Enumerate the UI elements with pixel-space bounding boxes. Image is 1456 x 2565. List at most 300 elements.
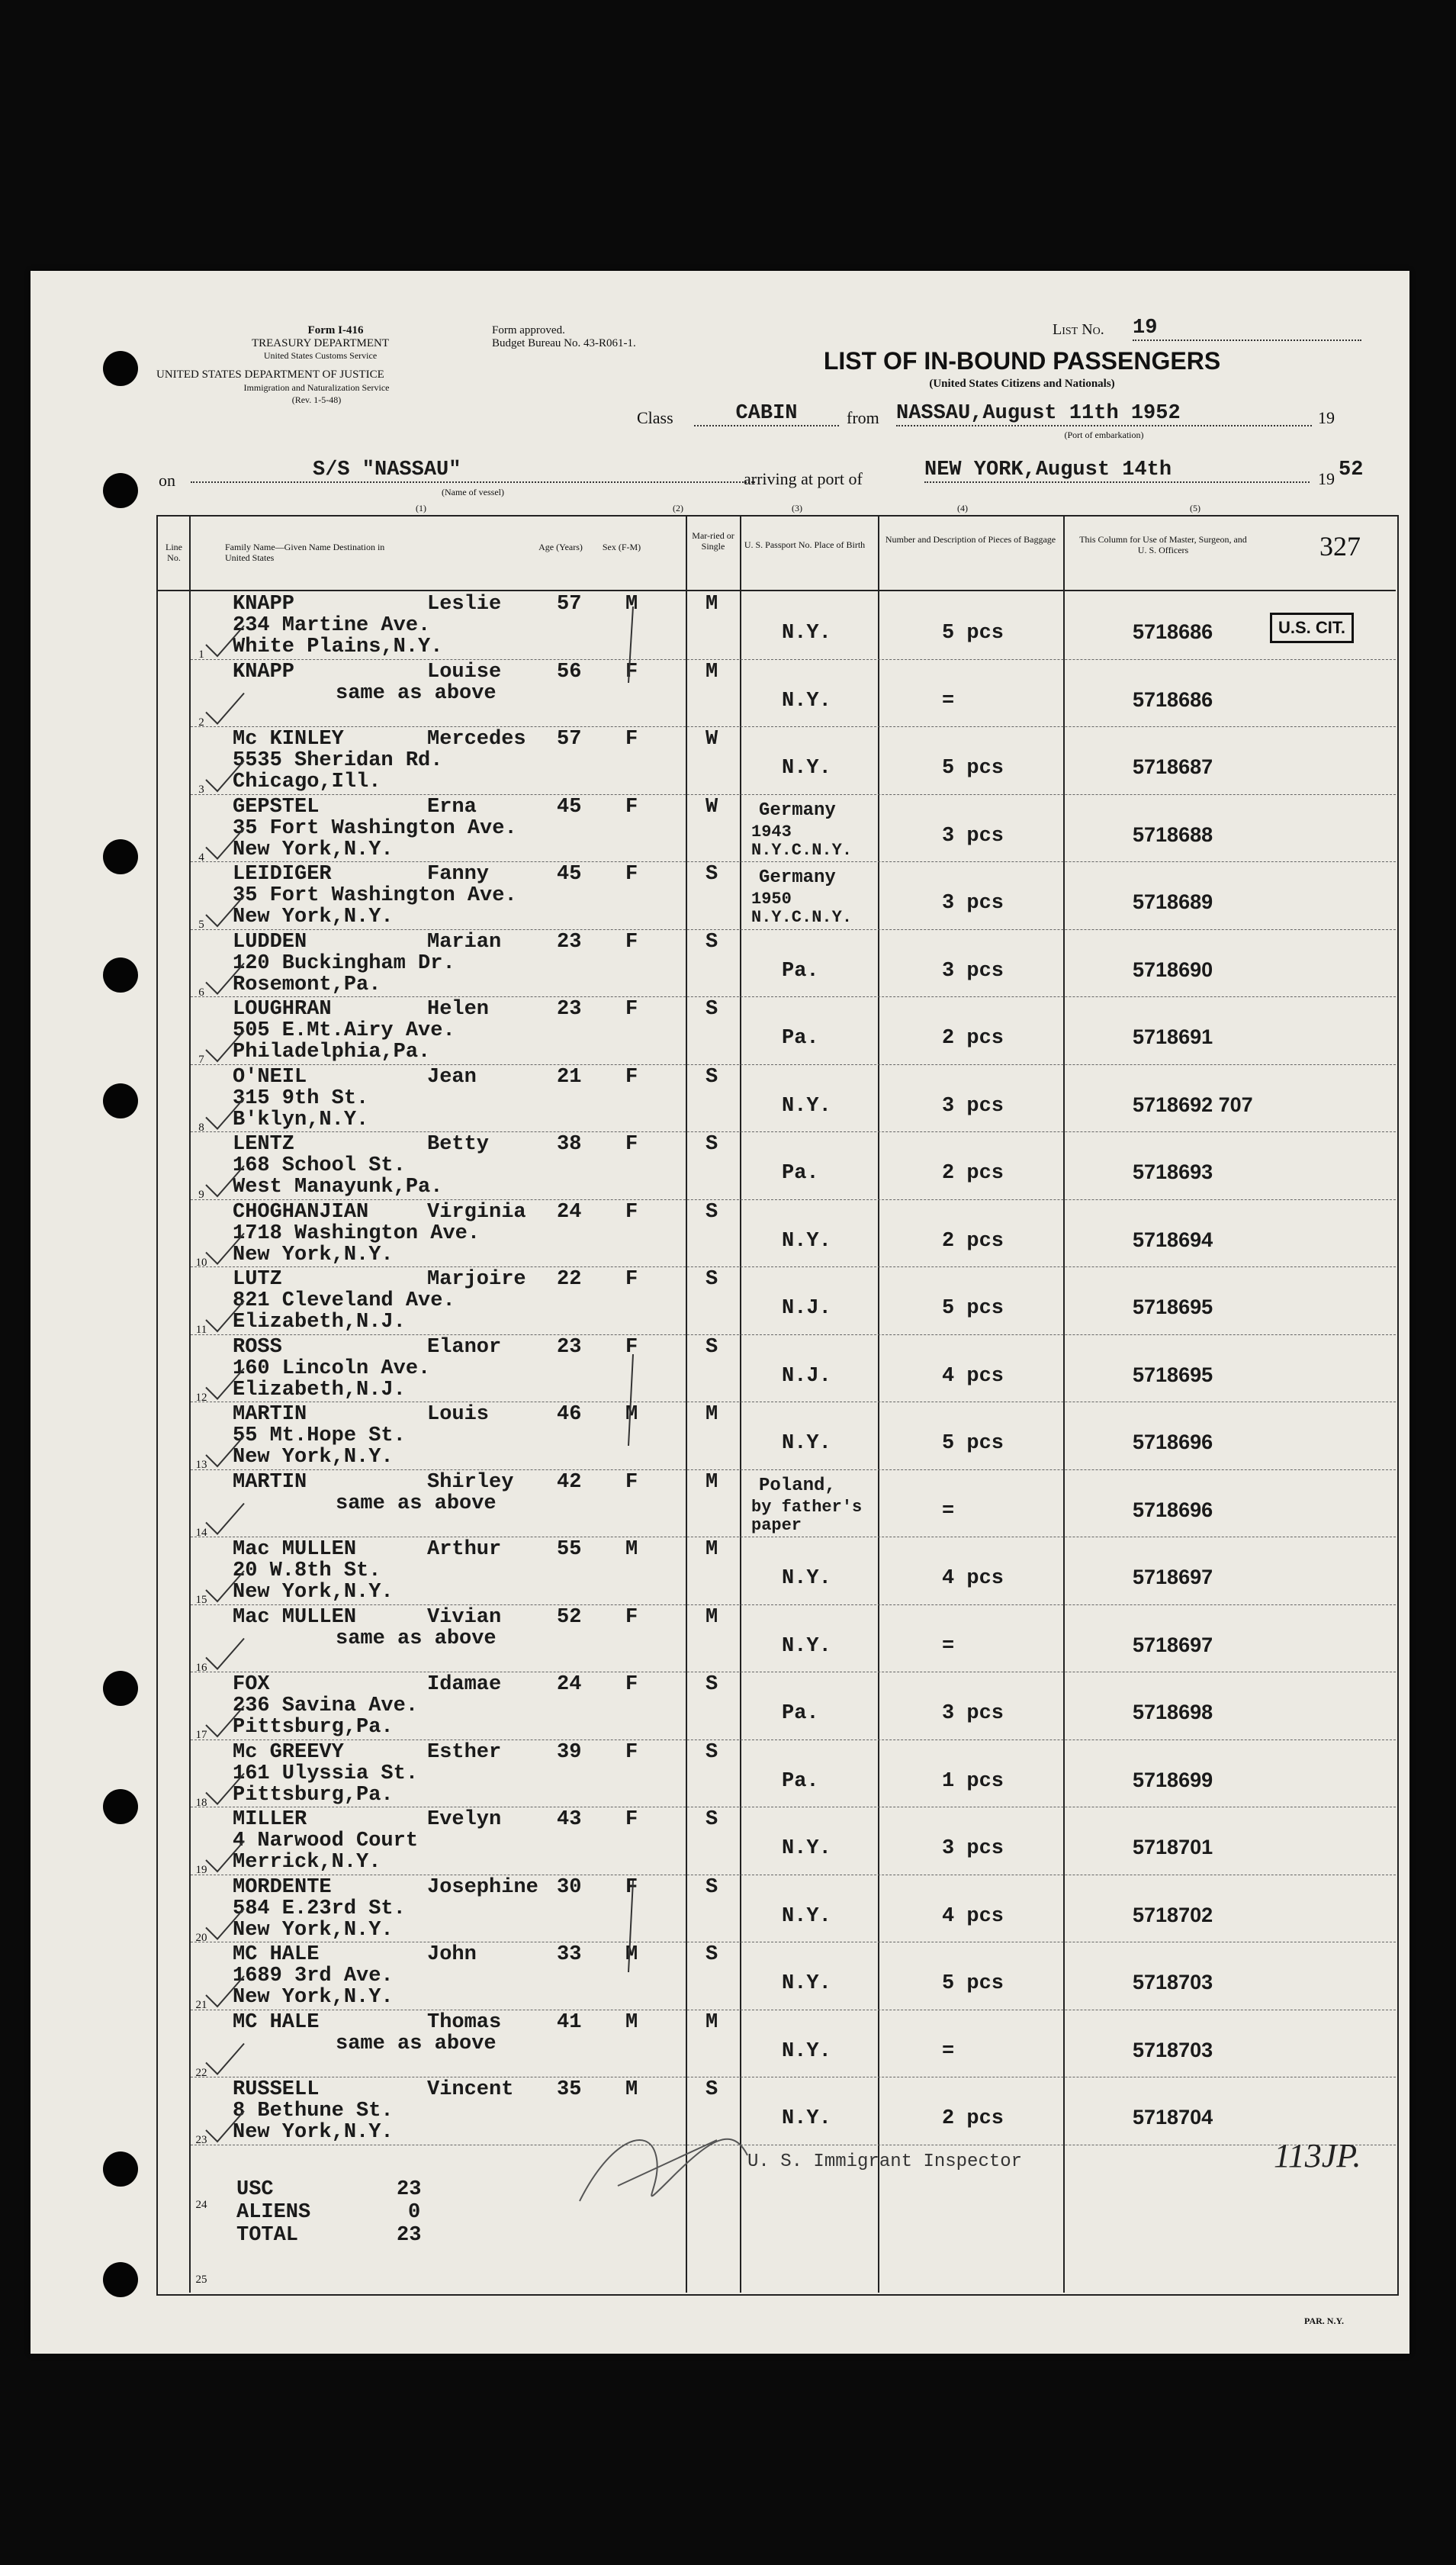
destination-line-1: 161 Ulyssia St. xyxy=(233,1762,419,1785)
family-name: Mac MULLEN xyxy=(233,1605,357,1629)
punch-hole xyxy=(103,957,138,993)
header-sex: Sex (F-M) xyxy=(602,542,641,552)
given-name: Idamae xyxy=(427,1673,502,1696)
marital-status: S xyxy=(706,2078,718,2101)
baggage: = xyxy=(942,689,955,713)
marital-status: S xyxy=(706,863,718,886)
given-name: Vivian xyxy=(427,1605,502,1629)
officer-number: 5718686 xyxy=(1133,687,1213,711)
baggage: 3 pcs xyxy=(942,959,1004,983)
destination-line-1: 1689 3rd Ave. xyxy=(233,1965,394,1987)
destination-line-2: Pittsburg,Pa. xyxy=(233,1716,394,1739)
baggage: 3 pcs xyxy=(942,1094,1004,1118)
officer-number: 5718702 xyxy=(1133,1903,1213,1926)
list-no-label: List No. xyxy=(1053,321,1104,338)
destination-line-2: Pittsburg,Pa. xyxy=(233,1783,394,1807)
given-name: John xyxy=(427,1943,477,1966)
age: 39 xyxy=(557,1740,582,1764)
officer-number: 5718697 xyxy=(1133,1566,1213,1588)
baggage: 3 pcs xyxy=(942,1702,1004,1725)
sex: F xyxy=(625,1200,638,1224)
baggage: 2 pcs xyxy=(942,1027,1004,1050)
marital-status: S xyxy=(706,1673,718,1696)
destination-line-2: New York,N.Y. xyxy=(233,838,394,861)
age: 24 xyxy=(557,1673,582,1696)
age: 45 xyxy=(557,795,582,819)
arrival-port: NEW YORK,August 14th xyxy=(924,459,1310,483)
destination-line-2: Merrick,N.Y. xyxy=(233,1851,381,1874)
officer-number: 5718695 xyxy=(1133,1363,1213,1386)
baggage: 2 pcs xyxy=(942,2107,1004,2130)
header-age: Age (Years) xyxy=(538,542,583,552)
line-number: 16 xyxy=(195,1661,207,1674)
marital-status: S xyxy=(706,1943,718,1966)
marital-status: M xyxy=(706,1605,718,1629)
marital-status: S xyxy=(706,1065,718,1089)
manifest-sheet xyxy=(31,271,1409,2354)
department-of-justice: UNITED STATES DEPARTMENT OF JUSTICE xyxy=(156,368,384,381)
destination-line-1: same as above xyxy=(336,2032,497,2055)
age: 55 xyxy=(557,1538,582,1561)
baggage: 5 pcs xyxy=(942,1432,1004,1455)
sex: M xyxy=(625,1403,638,1426)
col-divider xyxy=(1063,517,1065,2293)
baggage: = xyxy=(942,1634,955,1658)
revision-date: (Rev. 1-5-48) xyxy=(291,394,342,405)
given-name: Evelyn xyxy=(427,1808,502,1831)
destination-line-2: New York,N.Y. xyxy=(233,1581,394,1604)
line-number: 7 xyxy=(198,1054,204,1066)
col-num-3: (3) xyxy=(792,503,802,513)
baggage: 2 pcs xyxy=(942,1162,1004,1185)
place-of-birth: Pa. xyxy=(782,1162,819,1185)
age: 33 xyxy=(557,1943,582,1966)
line-number: 14 xyxy=(195,1526,207,1539)
marital-status: M xyxy=(706,593,718,616)
officer-number: 5718693 xyxy=(1133,1160,1213,1183)
baggage: 3 pcs xyxy=(942,892,1004,915)
destination-line-2: West Manayunk,Pa. xyxy=(233,1176,443,1199)
destination-line-1: 821 Cleveland Ave. xyxy=(233,1289,455,1312)
col-num-4: (4) xyxy=(957,503,968,513)
header-officers: This Column for Use of Master, Surgeon, and U. S. Officers xyxy=(1079,534,1247,555)
officer-number: 5718691 xyxy=(1133,1025,1213,1048)
destination-line-2: Rosemont,Pa. xyxy=(233,973,381,996)
sex: F xyxy=(625,1740,638,1764)
age: 41 xyxy=(557,2010,582,2034)
given-name: Marjoire xyxy=(427,1268,526,1291)
destination-line-1: 315 9th St. xyxy=(233,1086,369,1110)
line-number: 21 xyxy=(195,1999,207,2011)
destination-line-2: New York,N.Y. xyxy=(233,1918,394,1942)
family-name: LUTZ xyxy=(233,1268,282,1291)
line-number: 3 xyxy=(198,784,204,796)
sex: F xyxy=(625,1335,638,1359)
baggage: 4 pcs xyxy=(942,1904,1004,1928)
family-name: MARTIN xyxy=(233,1470,307,1494)
family-name: LEIDIGER xyxy=(233,863,332,886)
age: 45 xyxy=(557,863,582,886)
family-name: MARTIN xyxy=(233,1403,307,1426)
line-number: 10 xyxy=(195,1256,207,1269)
given-name: Esther xyxy=(427,1740,502,1764)
place-of-birth: N.J. xyxy=(782,1297,831,1320)
place-of-birth: Pa. xyxy=(782,1027,819,1050)
destination-line-1: 1718 Washington Ave. xyxy=(233,1221,481,1245)
destination-line-2: New York,N.Y. xyxy=(233,2121,394,2144)
age: 24 xyxy=(557,1200,582,1224)
sex: F xyxy=(625,863,638,886)
officer-number: 5718696 xyxy=(1133,1498,1213,1521)
line-number: 11 xyxy=(195,1324,207,1336)
destination-line-2: New York,N.Y. xyxy=(233,906,394,928)
place-of-birth: N.Y. xyxy=(782,1904,831,1928)
line-number: 6 xyxy=(198,986,204,999)
arrival-year: 52 xyxy=(1339,459,1364,481)
total-label: TOTAL xyxy=(236,2224,299,2247)
marital-status: W xyxy=(706,795,718,819)
given-name: Mercedes xyxy=(427,728,526,751)
destination-line-2: Elizabeth,N.J. xyxy=(233,1311,406,1334)
age: 22 xyxy=(557,1268,582,1291)
officer-number: 5718687 xyxy=(1133,755,1213,778)
given-name: Jean xyxy=(427,1065,477,1089)
place-of-birth: Pa. xyxy=(782,1769,819,1793)
from-value: NASSAU,August 11th 1952 xyxy=(896,402,1312,426)
marital-status: M xyxy=(706,660,718,684)
sex: F xyxy=(625,728,638,751)
line-number: 4 xyxy=(198,851,204,864)
usc-label: USC xyxy=(236,2178,274,2201)
punch-hole xyxy=(103,1789,138,1824)
baggage: 4 pcs xyxy=(942,1567,1004,1590)
place-of-birth: N.Y. xyxy=(782,689,831,713)
marital-status: M xyxy=(706,1403,718,1426)
col-num-2: (2) xyxy=(673,503,683,513)
family-name: ROSS xyxy=(233,1335,282,1359)
age: 30 xyxy=(557,1875,582,1899)
marital-status: M xyxy=(706,2010,718,2034)
officer-number: 5718694 xyxy=(1133,1228,1213,1251)
punch-hole xyxy=(103,839,138,874)
line-number: 9 xyxy=(198,1189,204,1201)
family-name: Mac MULLEN xyxy=(233,1538,357,1561)
officer-number: 5718690 xyxy=(1133,957,1213,981)
baggage: 1 pcs xyxy=(942,1769,1004,1793)
baggage: 5 pcs xyxy=(942,622,1004,645)
age: 23 xyxy=(557,998,582,1021)
marital-status: S xyxy=(706,1335,718,1359)
sex: F xyxy=(625,930,638,954)
place-of-birth: N.Y. xyxy=(782,1567,831,1590)
col-num-5: (5) xyxy=(1190,503,1200,513)
place-of-birth: N.Y. xyxy=(782,622,831,645)
officer-number: 5718699 xyxy=(1133,1768,1213,1791)
sex: M xyxy=(625,2078,638,2101)
age: 35 xyxy=(557,2078,582,2101)
on-label: on xyxy=(159,471,175,490)
line-number-24: 24 xyxy=(195,2199,207,2211)
year-prefix-2: 19 xyxy=(1318,469,1335,488)
given-name: Virginia xyxy=(427,1200,526,1224)
destination-line-2: Elizabeth,N.J. xyxy=(233,1378,406,1402)
header-name: Family Name—Given Name Destination in United States xyxy=(225,542,385,563)
place-of-birth-detail: 1943 N.Y.C.N.Y. xyxy=(751,822,853,860)
place-of-birth: Poland, xyxy=(759,1475,836,1496)
destination-line-1: 5535 Sheridan Rd. xyxy=(233,749,443,772)
destination-line-1: 35 Fort Washington Ave. xyxy=(233,816,517,840)
destination-line-1: 4 Narwood Court xyxy=(233,1830,419,1852)
destination-line-1: 35 Fort Washington Ave. xyxy=(233,884,517,907)
destination-line-2: New York,N.Y. xyxy=(233,1986,394,2009)
sex: F xyxy=(625,1875,638,1899)
sex: M xyxy=(625,2010,638,2034)
baggage: 5 pcs xyxy=(942,1297,1004,1320)
line-number: 8 xyxy=(198,1121,204,1134)
destination-line-1: 168 School St. xyxy=(233,1154,406,1177)
given-name: Leslie xyxy=(427,593,502,616)
family-name: LENTZ xyxy=(233,1133,295,1156)
total-count: 23 xyxy=(397,2224,422,2247)
sex: F xyxy=(625,1268,638,1291)
given-name: Erna xyxy=(427,795,477,819)
arriving-label: arriving at port of xyxy=(744,469,863,488)
line-number: 2 xyxy=(198,716,204,729)
list-subtitle: (United States Citizens and Nationals) xyxy=(929,378,1115,390)
punch-hole xyxy=(103,2262,138,2297)
marital-status: M xyxy=(706,1538,718,1561)
place-of-birth: N.Y. xyxy=(782,1972,831,1995)
destination-line-2: Chicago,Ill. xyxy=(233,771,381,793)
line-number: 20 xyxy=(195,1931,207,1944)
col-divider xyxy=(740,517,741,2293)
place-of-birth: Germany xyxy=(759,800,836,821)
place-of-birth: N.Y. xyxy=(782,1837,831,1860)
destination-line-1: 20 W.8th St. xyxy=(233,1559,381,1582)
destination-line-1: same as above xyxy=(336,1627,497,1650)
place-of-birth: N.Y. xyxy=(782,2107,831,2130)
place-of-birth-detail: 1950 N.Y.C.N.Y. xyxy=(751,890,853,927)
sex: F xyxy=(625,1673,638,1696)
given-name: Vincent xyxy=(427,2078,514,2101)
place-of-birth: Pa. xyxy=(782,1702,819,1725)
place-of-birth: N.Y. xyxy=(782,2039,831,2063)
family-name: MC HALE xyxy=(233,1943,320,1966)
line-number: 1 xyxy=(198,648,204,661)
officer-number: 5718703 xyxy=(1133,1971,1213,1994)
usc-count: 23 xyxy=(397,2178,422,2201)
header-passport: U. S. Passport No. Place of Birth xyxy=(744,539,866,550)
place-of-birth-detail: by father's paper xyxy=(751,1497,863,1535)
baggage: 2 pcs xyxy=(942,1229,1004,1253)
punch-hole xyxy=(103,2151,138,2187)
destination-line-1: 160 Lincoln Ave. xyxy=(233,1357,431,1380)
destination-line-2: Philadelphia,Pa. xyxy=(233,1041,431,1064)
baggage: 5 pcs xyxy=(942,1972,1004,1995)
place-of-birth: Pa. xyxy=(782,959,819,983)
officer-number: 5718686 xyxy=(1133,620,1213,643)
sex: F xyxy=(625,1605,638,1629)
destination-line-2: New York,N.Y. xyxy=(233,1446,394,1469)
sex: F xyxy=(625,795,638,819)
place-of-birth: N.Y. xyxy=(782,1229,831,1253)
inspector-label: U. S. Immigrant Inspector xyxy=(747,2151,1023,2172)
destination-line-1: same as above xyxy=(336,1492,497,1515)
aliens-label: ALIENS xyxy=(236,2201,311,2224)
given-name: Louis xyxy=(427,1403,490,1426)
marital-status: S xyxy=(706,1133,718,1156)
age: 57 xyxy=(557,593,582,616)
treasury-department: TREASURY DEPARTMENT xyxy=(251,337,390,349)
family-name: MC HALE xyxy=(233,2010,320,2034)
inspector-signature xyxy=(564,2110,763,2224)
destination-line-1: 8 Bethune St. xyxy=(233,2100,394,2122)
given-name: Louise xyxy=(427,660,502,684)
line-number: 17 xyxy=(195,1729,207,1741)
budget-bureau: Budget Bureau No. 43-R061-1. xyxy=(492,337,636,349)
place-of-birth: N.Y. xyxy=(782,757,831,780)
destination-line-1: 236 Savina Ave. xyxy=(233,1694,419,1717)
baggage: = xyxy=(942,2039,955,2063)
list-number: 19 xyxy=(1133,317,1361,341)
given-name: Marian xyxy=(427,930,502,954)
sex: M xyxy=(625,1538,638,1561)
punch-hole xyxy=(103,351,138,386)
family-name: Mc GREEVY xyxy=(233,1740,344,1764)
page-number: 327 xyxy=(1319,531,1361,562)
officer-number: 5718704 xyxy=(1133,2106,1213,2129)
marital-status: S xyxy=(706,1740,718,1764)
age: 38 xyxy=(557,1133,582,1156)
header-baggage: Number and Description of Pieces of Baggage xyxy=(885,534,1056,545)
baggage: = xyxy=(942,1499,955,1523)
officer-number: 5718692 707 xyxy=(1133,1093,1253,1116)
footer-mark: PAR. N.Y. xyxy=(1304,2316,1345,2326)
destination-line-1: 120 Buckingham Dr. xyxy=(233,951,455,975)
family-name: MILLER xyxy=(233,1808,307,1831)
family-name: CHOGHANJIAN xyxy=(233,1200,369,1224)
officer-number: 5718696 xyxy=(1133,1431,1213,1453)
given-name: Shirley xyxy=(427,1470,514,1494)
baggage: 4 pcs xyxy=(942,1364,1004,1388)
officer-number: 5718695 xyxy=(1133,1295,1213,1318)
given-name: Arthur xyxy=(427,1538,502,1561)
sex: M xyxy=(625,593,638,616)
family-name: LUDDEN xyxy=(233,930,307,954)
baggage: 5 pcs xyxy=(942,757,1004,780)
line-number: 5 xyxy=(198,919,204,931)
marital-status: W xyxy=(706,728,718,751)
officer-number: 5718697 xyxy=(1133,1633,1213,1656)
age: 43 xyxy=(557,1808,582,1831)
family-name: KNAPP xyxy=(233,593,295,616)
given-name: Josephine xyxy=(427,1875,538,1899)
family-name: KNAPP xyxy=(233,660,295,684)
age: 52 xyxy=(557,1605,582,1629)
family-name: MORDENTE xyxy=(233,1875,332,1899)
punch-hole xyxy=(103,1671,138,1706)
destination-line-2: B'klyn,N.Y. xyxy=(233,1108,369,1131)
form-number: Form I-416 xyxy=(307,324,364,336)
aliens-count: 0 xyxy=(408,2201,421,2224)
port-caption: (Port of embarkation) xyxy=(1064,430,1144,440)
marital-status: S xyxy=(706,1808,718,1831)
age: 23 xyxy=(557,1335,582,1359)
age: 23 xyxy=(557,930,582,954)
from-label: from xyxy=(847,408,879,427)
destination-line-2: New York,N.Y. xyxy=(233,1243,394,1266)
line-number: 13 xyxy=(195,1459,207,1471)
family-name: FOX xyxy=(233,1673,270,1696)
marital-status: S xyxy=(706,998,718,1021)
family-name: RUSSELL xyxy=(233,2078,320,2101)
marital-status: M xyxy=(706,1470,718,1494)
given-name: Betty xyxy=(427,1133,490,1156)
officer-number: 5718689 xyxy=(1133,890,1213,913)
officer-number: 5718698 xyxy=(1133,1701,1213,1723)
year-prefix: 19 xyxy=(1318,408,1335,427)
line-number: 23 xyxy=(195,2134,207,2146)
line-number-25: 25 xyxy=(195,2274,207,2286)
sex: F xyxy=(625,1133,638,1156)
list-title: LIST OF IN-BOUND PASSENGERS xyxy=(823,347,1221,375)
customs-service: United States Customs Service xyxy=(263,350,378,361)
class-label: Class xyxy=(637,408,673,427)
vessel-name: S/S "NASSAU" xyxy=(191,459,755,483)
age: 46 xyxy=(557,1403,582,1426)
destination-line-1: 505 E.Mt.Airy Ave. xyxy=(233,1019,455,1042)
sex: F xyxy=(625,660,638,684)
place-of-birth: N.Y. xyxy=(782,1094,831,1118)
given-name: Helen xyxy=(427,998,490,1021)
family-name: GEPSTEL xyxy=(233,795,320,819)
col-divider xyxy=(878,517,879,2293)
baggage: 3 pcs xyxy=(942,1837,1004,1860)
us-citizen-stamp: U.S. CIT. xyxy=(1270,613,1354,643)
officer-number: 5718688 xyxy=(1133,822,1213,846)
marital-status: S xyxy=(706,930,718,954)
family-name: Mc KINLEY xyxy=(233,728,344,751)
officer-number: 5718701 xyxy=(1133,1836,1213,1859)
destination-line-1: 55 Mt.Hope St. xyxy=(233,1424,406,1447)
place-of-birth: N.Y. xyxy=(782,1432,831,1455)
sex: F xyxy=(625,1808,638,1831)
marital-status: S xyxy=(706,1875,718,1899)
marital-status: S xyxy=(706,1268,718,1291)
age: 42 xyxy=(557,1470,582,1494)
punch-hole xyxy=(103,473,138,508)
line-number: 15 xyxy=(195,1594,207,1606)
family-name: LOUGHRAN xyxy=(233,998,332,1021)
punch-hole xyxy=(103,1083,138,1118)
marital-status: S xyxy=(706,1200,718,1224)
class-value: CABIN xyxy=(694,402,839,426)
initials: 113JP. xyxy=(1274,2137,1361,2174)
age: 56 xyxy=(557,660,582,684)
age: 57 xyxy=(557,728,582,751)
sex: M xyxy=(625,1943,638,1966)
family-name: O'NEIL xyxy=(233,1065,307,1089)
line-number: 18 xyxy=(195,1796,207,1809)
line-number: 22 xyxy=(195,2066,207,2079)
place-of-birth: N.J. xyxy=(782,1364,831,1388)
line-number: 12 xyxy=(195,1391,207,1404)
place-of-birth: Germany xyxy=(759,867,836,888)
col-num-1: (1) xyxy=(416,503,426,513)
sex: F xyxy=(625,1065,638,1089)
given-name: Thomas xyxy=(427,2010,502,2034)
destination-line-1: 584 E.23rd St. xyxy=(233,1897,406,1920)
